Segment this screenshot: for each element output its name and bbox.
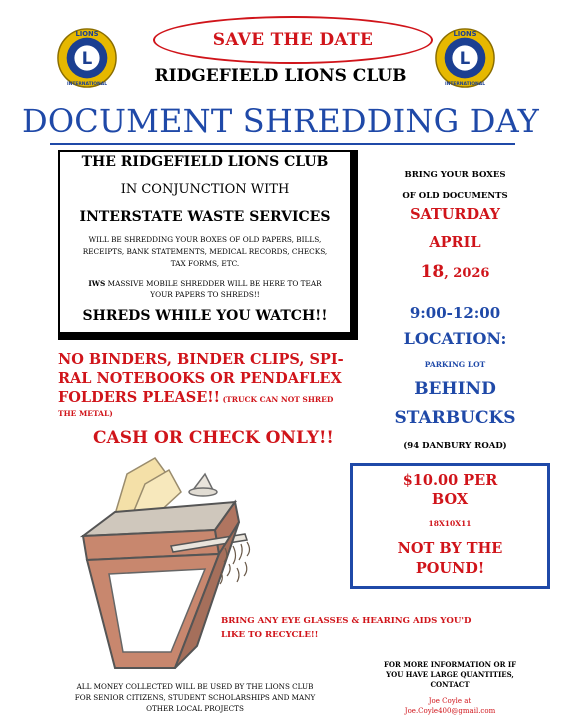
- main-box-details2: RECEIPTS, BANK STATEMENTS, MEDICAL RECORDS, CHECKS,: [82, 247, 328, 256]
- money-use-note: ALL MONEY COLLECTED WILL BE USED BY THE LIONS CLUB FOR SENIOR CITIZENS, STUDENT SCHOLARSHIPS AND MANY OTHER LOCAL PROJECTS: [74, 682, 316, 713]
- main-box-iws1: IWS MASSIVE MOBILE SHREDDER WILL BE HERE TO TEAR: [88, 279, 322, 288]
- location-address: (94 DANBURY ROAD): [403, 441, 507, 451]
- svg-text:LIONS: LIONS: [75, 30, 99, 39]
- location-label: LOCATION:: [403, 329, 507, 348]
- location-starbucks: STARBUCKS: [394, 408, 516, 428]
- no-binders-warning: NO BINDERS, BINDER CLIPS, SPI- RAL NOTEBOOKS OR PENDAFLEX FOLDERS PLEASE!! (TRUCK CAN NOT SHRED THE METAL): [58, 351, 344, 418]
- svg-text:L: L: [81, 48, 93, 68]
- main-box-line3: INTERSTATE WASTE SERVICES: [79, 209, 331, 225]
- cash-or-check: CASH OR CHECK ONLY!!: [93, 428, 334, 448]
- bring-boxes-line2: OF OLD DOCUMENTS: [402, 191, 508, 201]
- shredder-icon: [75, 456, 270, 681]
- price-line2: BOX: [431, 491, 469, 508]
- shreds-while-you-watch: SHREDS WHILE YOU WATCH!!: [82, 308, 328, 324]
- price-box: [350, 463, 550, 589]
- main-box-details3: TAX FORMS, ETC.: [170, 259, 240, 268]
- svg-text:INTERNATIONAL: INTERNATIONAL: [66, 82, 108, 88]
- contact-email: Joe.Coyle400@gmail.com: [404, 707, 496, 715]
- box-size: 18X10X11: [428, 519, 472, 528]
- event-day: SATURDAY: [410, 206, 500, 223]
- more-info-note: FOR MORE INFORMATION OR IF YOU HAVE LARGE QUANTITIES, CONTACT: [383, 660, 517, 689]
- save-the-date-banner: [153, 16, 433, 64]
- truck-note: (TRUCK CAN NOT SHRED: [219, 395, 334, 404]
- event-title: DOCUMENT SHREDDING DAY: [22, 102, 539, 140]
- event-time: 9:00-12:00: [409, 304, 501, 322]
- main-box-line2: IN CONJUNCTION WITH: [120, 182, 290, 197]
- parking-lot: PARKING LOT: [424, 360, 486, 369]
- not-by-pound-line1: NOT BY THE: [397, 540, 503, 557]
- not-by-pound-line2: POUND!: [415, 560, 485, 577]
- main-box-iws2: YOUR PAPERS TO SHREDS!!: [150, 290, 260, 299]
- club-name: RIDGEFIELD LIONS CLUB: [154, 66, 407, 86]
- recycle-note: BRING ANY EYE GLASSES & HEARING AIDS YOU'D LIKE TO RECYCLE!!: [221, 616, 472, 640]
- main-info-box: [58, 150, 358, 340]
- contact-info: [350, 696, 550, 716]
- bring-boxes-line1: BRING YOUR BOXES: [404, 170, 506, 180]
- event-month: APRIL: [429, 234, 481, 251]
- svg-text:INTERNATIONAL: INTERNATIONAL: [444, 82, 486, 88]
- svg-text:LIONS: LIONS: [453, 30, 477, 39]
- price-line1: $10.00 PER: [402, 472, 498, 489]
- event-date: 18, 2026: [420, 262, 490, 282]
- contact-name: Joe Coyle at: [428, 697, 472, 705]
- main-box-line1: THE RIDGEFIELD LIONS CLUB: [81, 154, 329, 170]
- title-divider: [50, 143, 515, 145]
- save-the-date-text: SAVE THE DATE: [212, 30, 374, 50]
- location-behind: BEHIND: [414, 379, 496, 399]
- main-box-details1: WILL BE SHREDDING YOUR BOXES OF OLD PAPERS, BILLS,: [88, 235, 322, 244]
- svg-text:L: L: [459, 48, 471, 68]
